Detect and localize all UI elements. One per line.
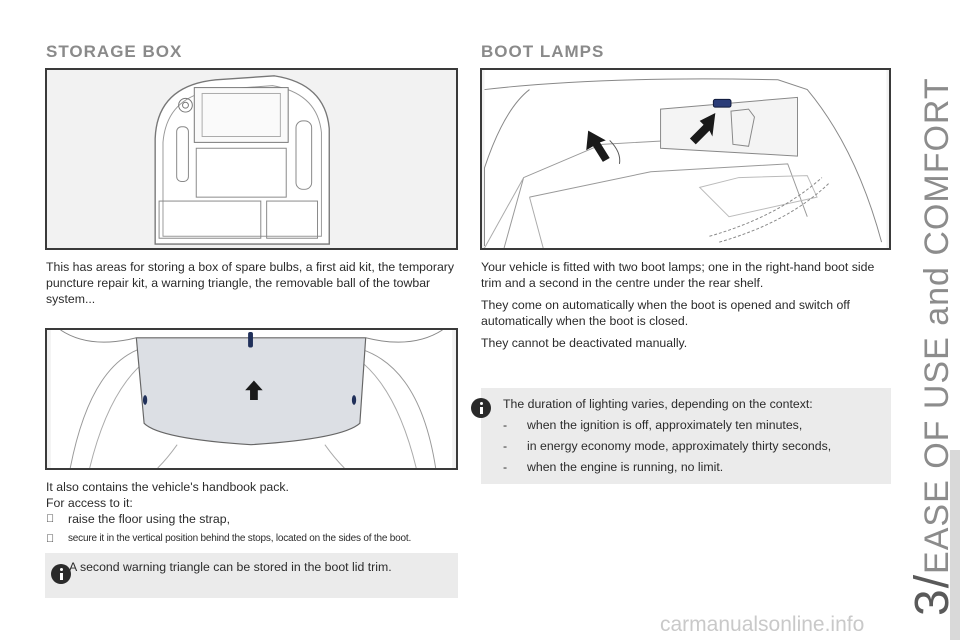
boot-lamps-description	[481, 259, 891, 357]
access-step-2-text: secure it in the vertical position behind the stops, located on the sides of the boot.	[68, 533, 412, 544]
storage-note-text: A second warning triangle can be stored in the boot lid trim.	[69, 560, 392, 574]
chapter-name: EASE OF USE and COMFORT	[918, 77, 956, 574]
dash-marker: -	[503, 439, 508, 453]
boot-lamps-illustration	[480, 68, 891, 250]
boot-note-content	[503, 396, 883, 475]
boot-lamps-p3: They cannot be deactivated manually.	[481, 336, 688, 350]
boot-floor-illustration	[45, 328, 458, 470]
info-icon	[51, 564, 71, 584]
boot-lamps-p2: They come on automatically when the boot is opened and switch off automatically when the boot is closed.	[481, 298, 850, 328]
boot-note-item-text: when the engine is running, no limit.	[527, 460, 724, 474]
boot-floor-drawing	[47, 330, 456, 468]
boot-note-intro: The duration of lighting varies, depending on the context:	[503, 397, 813, 411]
dash-marker: -	[503, 460, 508, 474]
storage-access-instructions	[46, 479, 466, 547]
boot-lamps-p1: Your vehicle is fitted with two boot lamps; one in the right-hand boot side trim and a second in the centre under the rear shelf.	[481, 260, 875, 290]
boot-note-item	[503, 459, 883, 475]
dash-marker: -	[503, 418, 508, 432]
storage-intro: This has areas for storing a box of spare bulbs, a first aid kit, the temporary puncture repair kit, a warning triangle, the removable ball of the towbar system...	[46, 260, 455, 306]
boot-lamps-heading: BOOT LAMPS	[481, 42, 605, 61]
access-line: For access to it:	[46, 496, 133, 510]
boot-note-item	[503, 417, 883, 433]
watermark: carmanualsonline.info	[660, 613, 865, 636]
boot-lamps-info-note	[481, 388, 891, 484]
access-step-2	[46, 531, 466, 547]
chapter-number: 3/	[906, 573, 959, 616]
info-icon	[471, 398, 491, 418]
bullet-marker-icon	[46, 531, 68, 547]
access-step-1	[46, 511, 466, 527]
bullet-marker-icon	[46, 511, 68, 527]
boot-note-item	[503, 438, 883, 454]
chapter-title	[905, 77, 960, 616]
boot-note-item-text: in energy economy mode, approximately thirty seconds,	[527, 439, 832, 453]
storage-box-drawing	[47, 70, 456, 248]
handbook-line: It also contains the vehicle's handbook pack.	[46, 480, 289, 494]
storage-info-note	[45, 553, 458, 598]
storage-box-heading: STORAGE BOX	[46, 42, 183, 61]
storage-box-illustration	[45, 68, 458, 250]
boot-lamps-drawing	[482, 70, 889, 248]
access-step-1-text: raise the floor using the strap,	[68, 512, 230, 526]
boot-note-item-text: when the ignition is off, approximately ten minutes,	[527, 418, 803, 432]
